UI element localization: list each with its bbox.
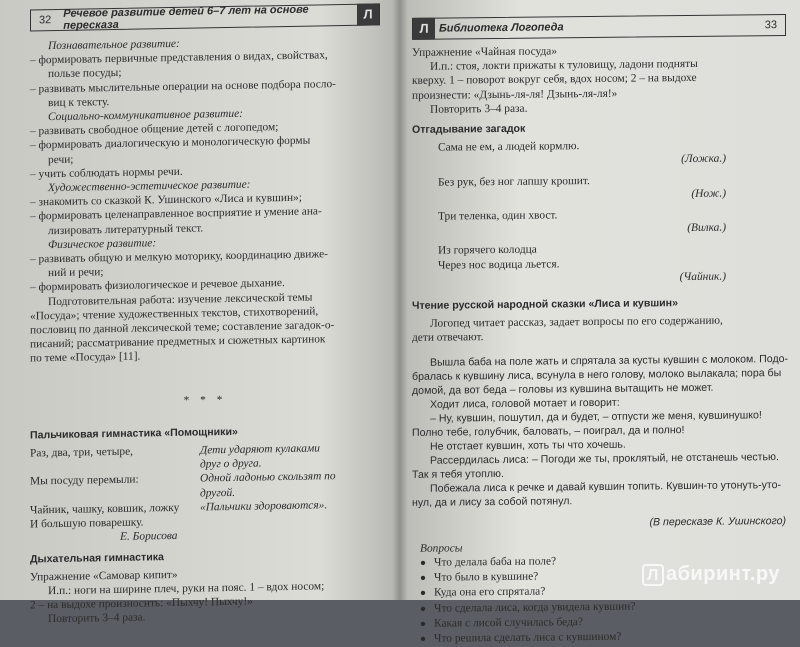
page-number: 32 — [39, 14, 52, 27]
text-line: кверху. 1 – поворот вокруг себя, вдох носом; 2 – на выдохе — [412, 72, 697, 88]
text-line: И.п.: стоя, локти прижаты к туловищу, ладони подняты — [430, 58, 698, 73]
text-line: по теме «Посуда» [11]. — [30, 351, 141, 365]
text-line: – развивать общую и мелкую моторику, координацию движе- — [30, 248, 328, 266]
breathing-gym-heading: Дыхательная гимнастика — [30, 550, 164, 565]
text-line: – учить соблюдать нормы речи. — [30, 165, 183, 181]
text-line: виц к тексту. — [48, 95, 110, 109]
text-line: произнести: «Дзынь-ля-ля! Дзынь-ля-ля!» — [412, 87, 618, 102]
text-line: – формировать физиологическое и речевое дыхание. — [30, 277, 285, 294]
riddle-answer: (Вилка.) — [687, 221, 726, 235]
tea-exercise — [412, 42, 786, 117]
text-line: Художественно-эстетическое развитие: — [48, 178, 251, 195]
story-line: Рассердилась лиса: – Погоди же ты, проклятый, не отстанешь честью. — [430, 450, 779, 467]
movement-line: другой. — [200, 486, 236, 500]
text-line: ний и речи; — [48, 266, 104, 280]
riddle-answer: (Ложка.) — [681, 153, 726, 166]
question-item: ● Какая с лисой случилась беда? — [412, 613, 786, 632]
movement-line: «Пальчики здороваются». — [200, 499, 328, 514]
watermark-icon: Л — [642, 564, 664, 586]
story-source: (В пересказе К. Ушинского) — [649, 514, 786, 529]
story-line: нул, да и лису за собой потянул. — [412, 494, 573, 509]
story-line: Не отстает кувшин, хоть ты что хочешь. — [430, 438, 626, 453]
text-line: Повторить 3–4 раза. — [48, 611, 146, 626]
text-line: пословиц по данной лексической теме; составление загадок-о- — [30, 319, 335, 337]
riddle-text: Сама не ем, а людей кормлю. — [438, 140, 580, 154]
text-line: Упражнение «Самовар кипит» — [30, 568, 178, 584]
left-page — [0, 0, 398, 626]
story-line: Так я тебя утоплю. — [412, 467, 504, 481]
riddle — [412, 172, 786, 210]
poem-line: Мы посуду перемыли: — [30, 474, 139, 488]
text-line: – развивать мыслительные операции на основе подбора посло- — [30, 77, 336, 96]
reading-heading: Чтение русской народной сказки «Лиса и кувшин» — [412, 297, 678, 312]
poem-author: Е. Борисова — [120, 530, 178, 544]
story-line: – Ну, кувшин, пошутил, да и будет, – отпусти же меня, кувшинушко! — [430, 408, 762, 425]
question-item: ● Что было в кувшине? — [412, 567, 786, 586]
text-line: 2 – на выдохе произносить: «Пыхчу! Пыхчу!» — [30, 595, 253, 612]
riddles-list — [412, 137, 786, 293]
page-number: 33 — [764, 19, 777, 32]
right-page — [402, 0, 800, 645]
reading-intro — [412, 313, 786, 345]
series-logo-icon: Л — [413, 18, 435, 40]
movement-line: Одной ладонью скользят по — [200, 470, 336, 485]
running-title: Библиотека Логопеда — [439, 21, 564, 35]
text-line: – развивать свободное общение детей с логопедом; — [30, 121, 279, 138]
riddle — [412, 137, 786, 175]
story-line: бралась к кувшину лиса, всунула в него голову, молоко вылакала; пора бы — [412, 366, 782, 383]
riddle-answer: (Чайник.) — [679, 270, 726, 283]
section-divider: * * * — [183, 393, 227, 407]
story-line: Вышла баба на поле жать и спрятала за кусты кувшин с молоком. Подо- — [430, 352, 789, 369]
poem-line: Чайник, чашку, ковшик, ложку — [30, 501, 180, 517]
text-line: Упражнение «Чайная посуда» — [412, 45, 558, 59]
goals-list — [30, 33, 380, 366]
text-line: И.п.: ноги на ширине плеч, руки на пояс. 1 – вдох носом; — [48, 580, 325, 598]
story-line: Ходит лиса, головой мотает и говорит: — [430, 396, 620, 411]
movement-line: друг о друга. — [200, 457, 262, 471]
right-body — [412, 42, 789, 647]
text-line: – знакомить со сказкой К. Ушинского «Лиса и кувшин»; — [30, 191, 302, 209]
text-line: «Посуда»; чтение художественных текстов, стихотворений, — [30, 305, 319, 323]
text-line: пользе посуды; — [48, 67, 122, 81]
text-line: дети отвечают. — [412, 331, 484, 345]
question-item: ● Что делала баба на поле? — [412, 552, 786, 571]
riddle-text: Три теленка, один хвост. — [438, 209, 558, 223]
right-page-header — [412, 14, 786, 40]
questions-heading: Вопросы — [420, 542, 463, 555]
riddle-text: Из горячего колодца — [438, 244, 537, 258]
riddle-answer: (Нож.) — [691, 187, 726, 200]
poem-line: Раз, два, три, четыре, — [30, 445, 133, 460]
riddles-heading: Отгадывание загадок — [412, 122, 526, 136]
text-line: Подготовительная работа: изучение лексической темы — [48, 291, 313, 308]
riddle — [412, 240, 786, 293]
running-title: Речевое развитие детей 6–7 лет на основе пересказа — [63, 3, 309, 32]
story-line: Побежала лиса к речке и давай кувшин топить. Кувшин-то утонуть-уто- — [430, 478, 782, 495]
riddle-text: Без рук, без ног лапшу крошит. — [438, 174, 590, 189]
text-line: – формировать первичные представления о видах, свойствах, — [30, 49, 328, 67]
text-line: – формировать целенаправленное восприятие и умение ана- — [30, 205, 322, 223]
text-line: Физическое развитие: — [48, 237, 157, 252]
text-line: Логопед читает рассказ, задает вопросы по его содержанию, — [430, 314, 723, 330]
left-page-header — [30, 3, 380, 31]
question-item: ● Что сделала лиса, когда увидела кувшин? — [412, 598, 786, 617]
question-item: ● Что решила сделать лиса с кувшином? — [412, 628, 786, 647]
text-line: Познавательное развитие: — [48, 37, 180, 53]
text-line: – формировать диалогическую и монологическую формы — [30, 135, 311, 152]
story-text — [412, 352, 789, 510]
watermark-logo — [642, 563, 780, 586]
text-line: лизировать литературный текст. — [48, 222, 204, 237]
finger-gym-poem — [30, 440, 380, 531]
story-line: домой, да вот беда – головы из кувшина вытащить не может. — [412, 381, 714, 397]
text-line: Социально-коммуникативное развитие: — [48, 107, 243, 124]
breathing-exercise — [30, 564, 380, 627]
watermark-text: абиринт.ру — [665, 563, 780, 585]
series-logo-icon: Л — [357, 3, 379, 25]
movement-line: Дети ударяют кулаками — [200, 442, 320, 457]
left-body — [30, 33, 380, 627]
story-line: Полно тебе, голубчик, баловать, – поиграл, да и полно! — [412, 423, 685, 439]
poem-line: И большую поварешку. — [30, 516, 144, 531]
question-item: ● Куда она его спрятала? — [412, 582, 786, 601]
text-line: писаний; рассматривание предметных и сюжетных картинок — [30, 333, 326, 351]
text-line: Повторить 3–4 раза. — [430, 102, 528, 116]
text-line: речи; — [48, 153, 74, 166]
finger-gym-heading: Пальчиковая гимнастика «Помощники» — [30, 425, 238, 442]
riddle — [412, 206, 786, 244]
riddle-text: Через нос водица льется. — [438, 257, 560, 272]
